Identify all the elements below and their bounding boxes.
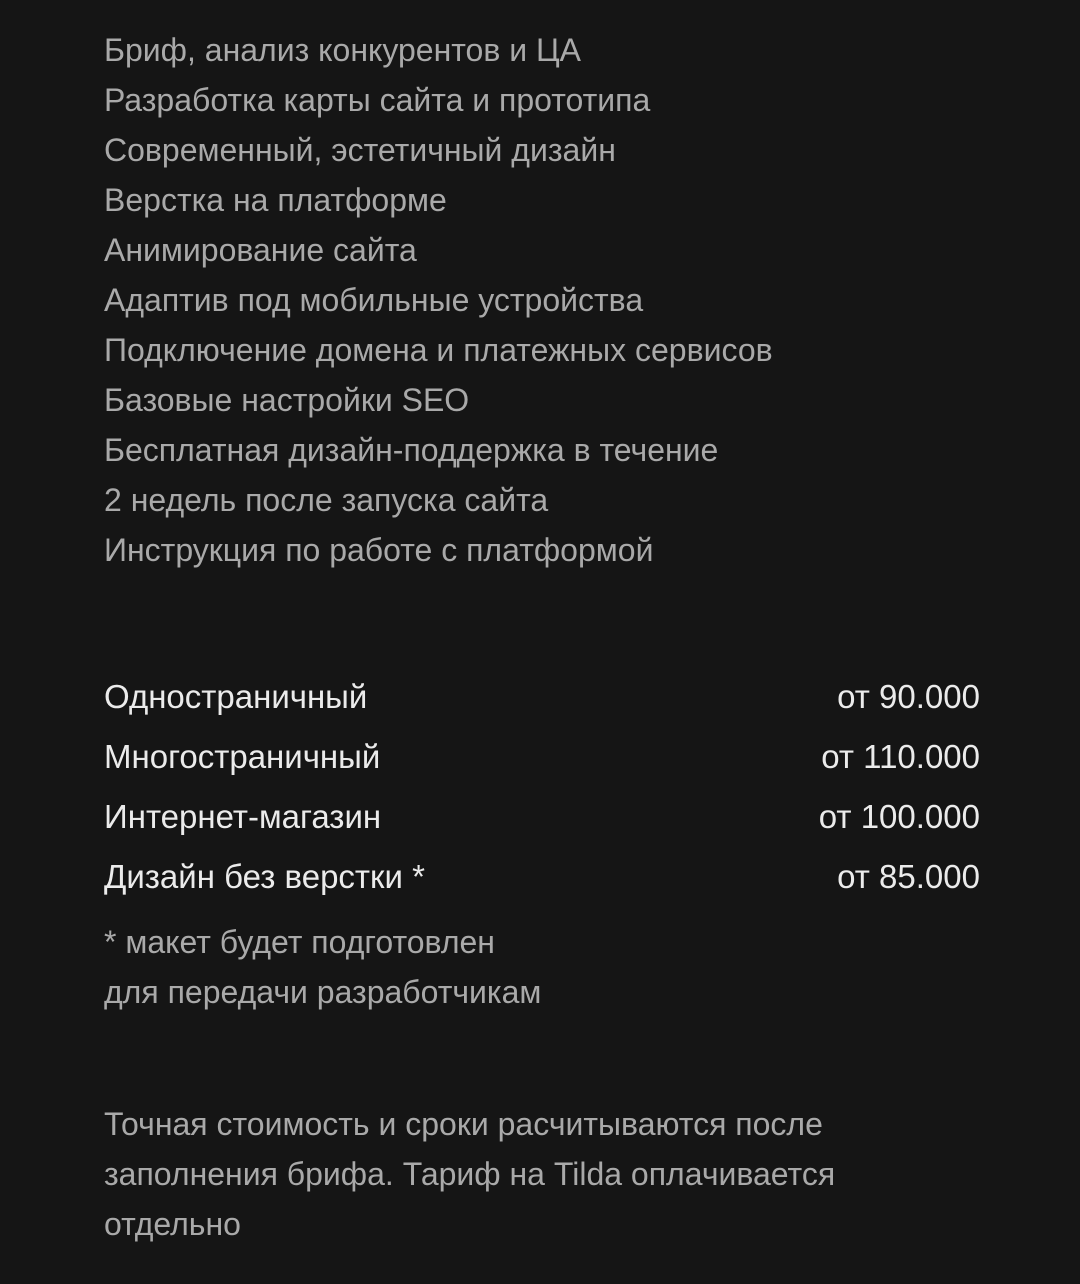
feature-item: Адаптив под мобильные устройства xyxy=(104,282,644,318)
footnote-line: для передачи разработчикам xyxy=(104,974,542,1010)
price-row-one-page xyxy=(104,667,980,727)
feature-item: Разработка карты сайта и прототипа xyxy=(104,82,651,118)
price-row-multi-page xyxy=(104,727,980,787)
note-line: Точная стоимость и сроки расчитываются после xyxy=(104,1106,823,1142)
note-line: заполнения брифа. Тариф на Tilda оплачивается xyxy=(104,1156,836,1192)
price-footnote xyxy=(104,917,541,1017)
feature-item: Современный, эстетичный дизайн xyxy=(104,132,616,168)
features-list xyxy=(104,25,773,575)
price-value: от 100.000 xyxy=(818,798,980,835)
footnote-line: * макет будет подготовлен xyxy=(104,924,495,960)
feature-item: Верстка на платформе xyxy=(104,182,447,218)
feature-item: Бесплатная дизайн-поддержка в течение xyxy=(104,432,719,468)
feature-item: Инструкция по работе с платформой xyxy=(104,532,654,568)
price-value: от 90.000 xyxy=(837,678,980,715)
pricing-note xyxy=(104,1099,964,1249)
price-value: от 85.000 xyxy=(837,858,980,895)
price-row-online-store xyxy=(104,787,980,847)
price-value: от 110.000 xyxy=(821,738,980,775)
feature-item: Бриф, анализ конкурентов и ЦА xyxy=(104,32,582,68)
feature-item: Подключение домена и платежных сервисов xyxy=(104,332,773,368)
price-row-design-only xyxy=(104,847,980,907)
price-label: Дизайн без верстки * xyxy=(104,858,425,895)
feature-item: Базовые настройки SEO xyxy=(104,382,470,418)
price-label: Одностраничный xyxy=(104,678,368,715)
price-label: Интернет-магазин xyxy=(104,798,382,835)
feature-item: 2 недель после запуска сайта xyxy=(104,482,549,518)
feature-item: Анимирование сайта xyxy=(104,232,417,268)
price-label: Многостраничный xyxy=(104,738,381,775)
price-list xyxy=(104,667,980,907)
note-line: отдельно xyxy=(104,1206,241,1242)
